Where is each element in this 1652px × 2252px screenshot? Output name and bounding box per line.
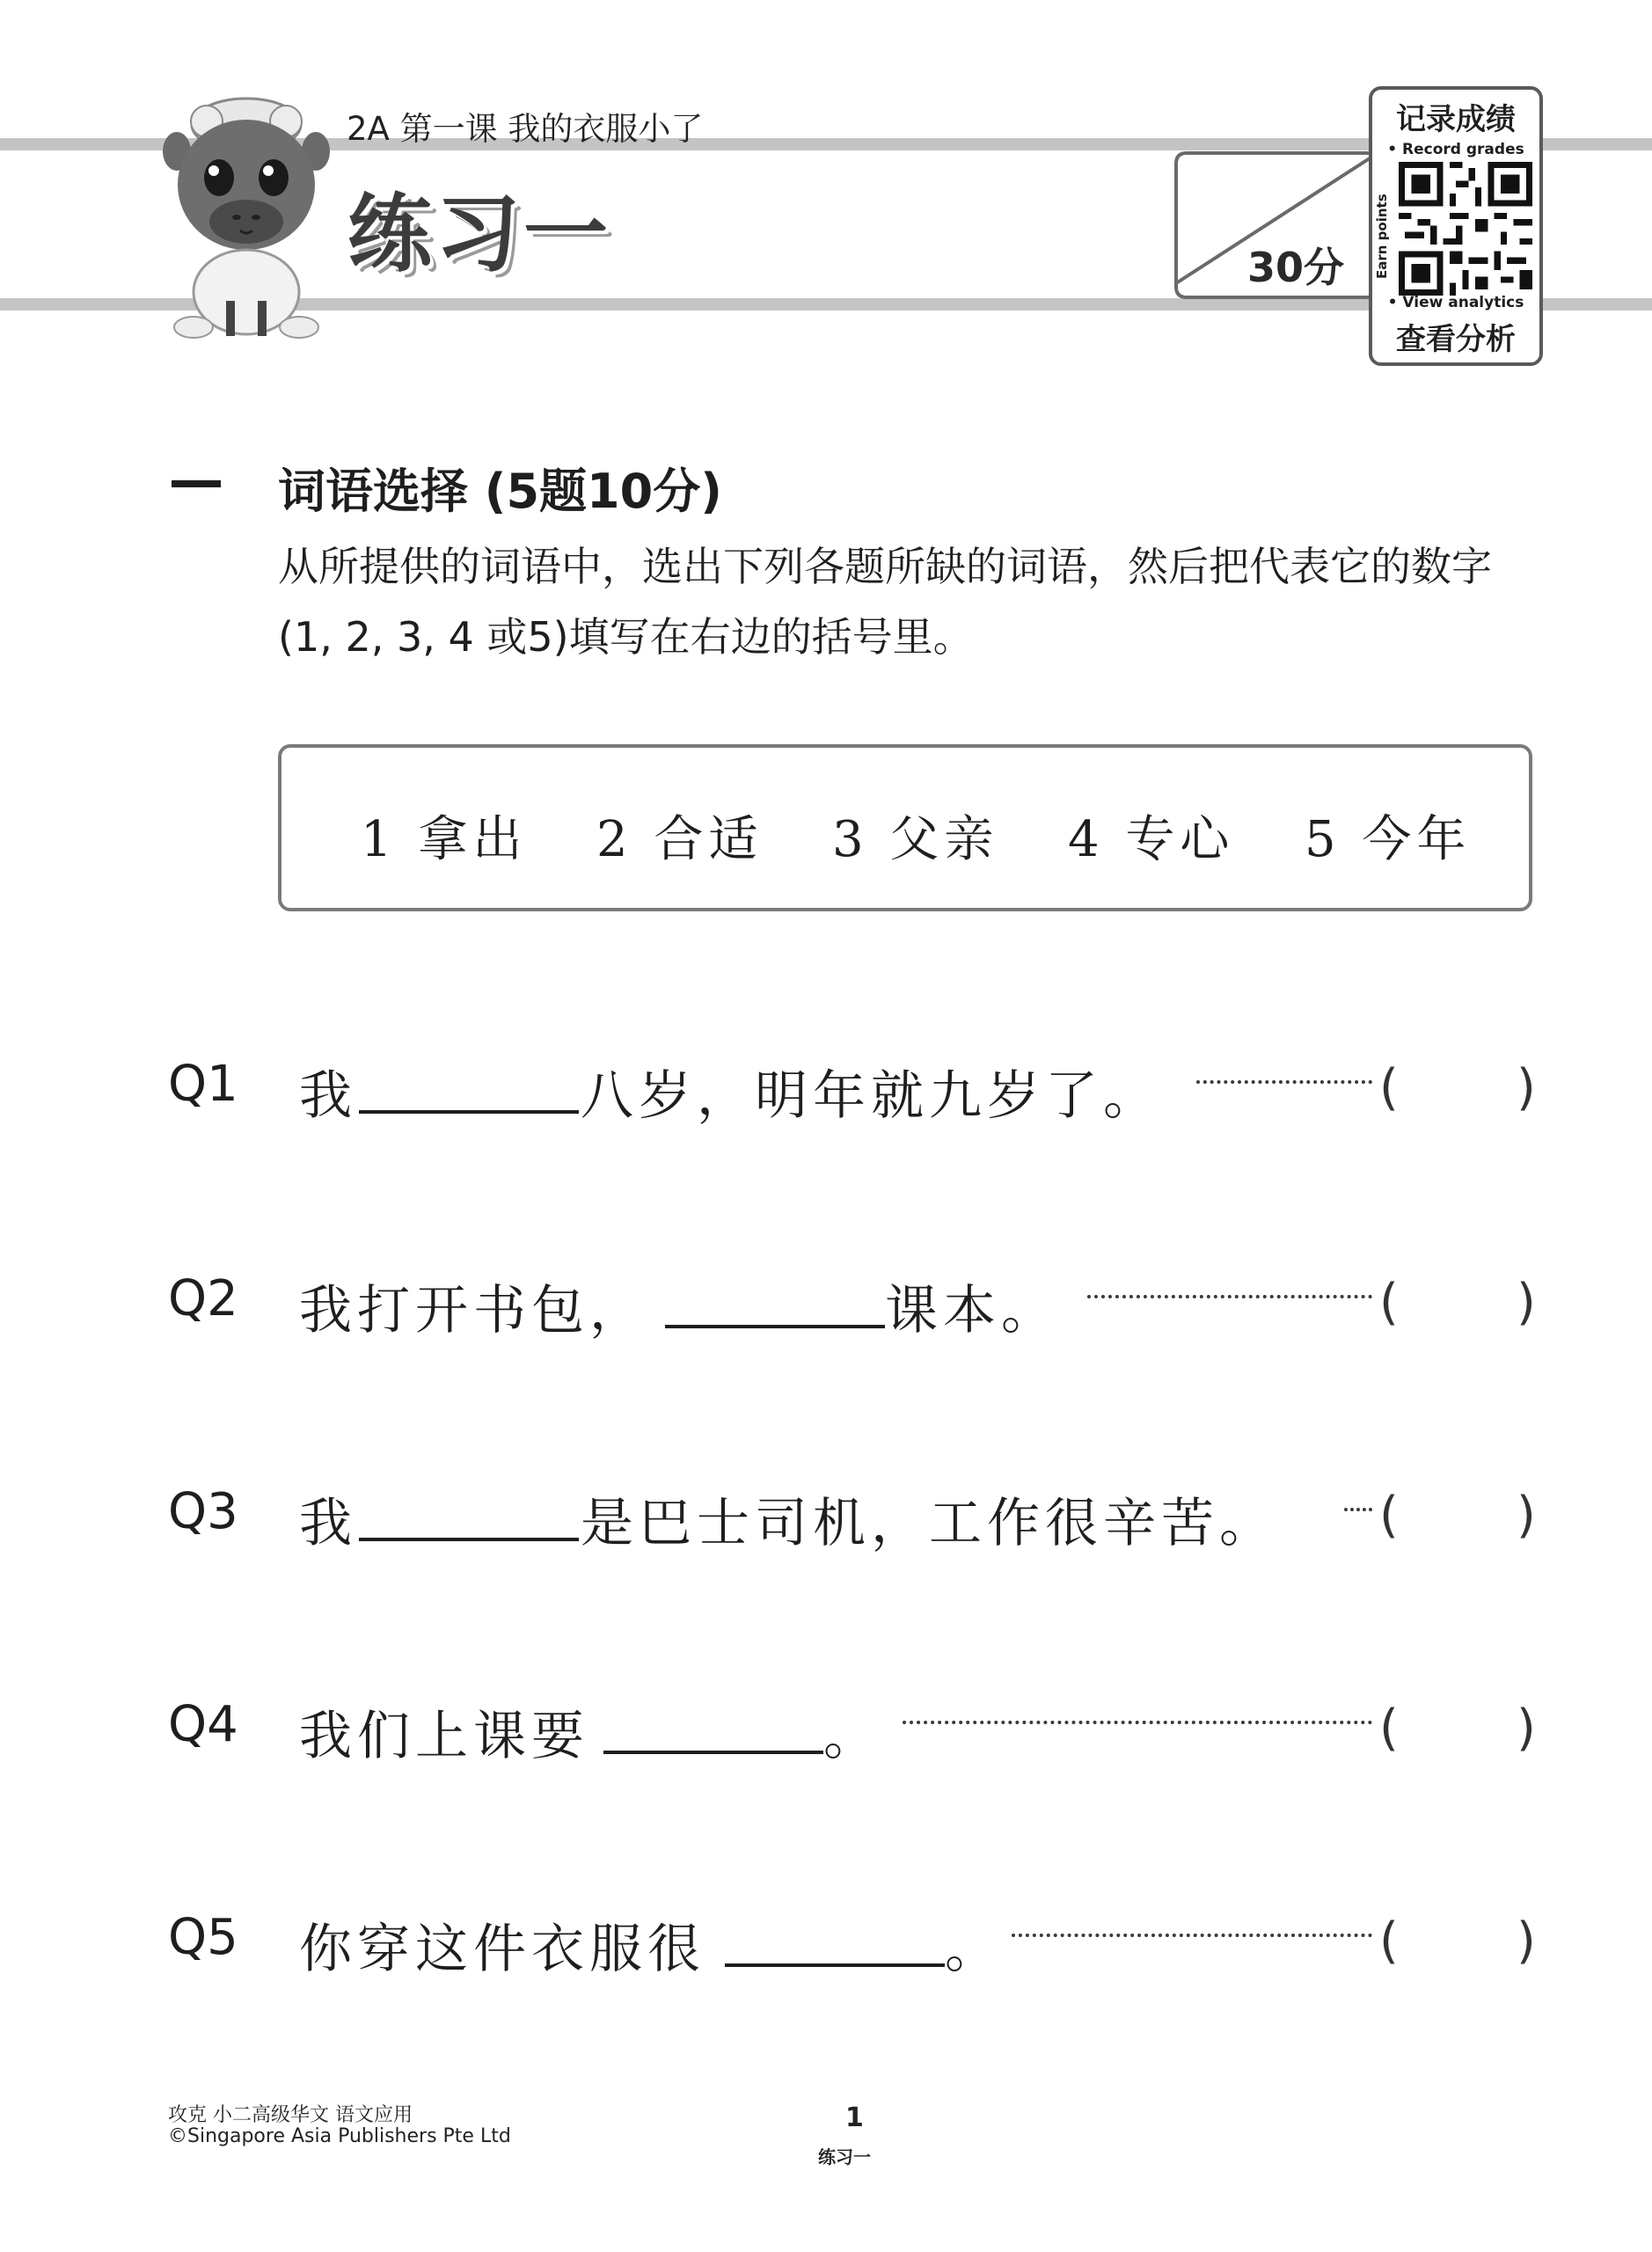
answer-blank — [665, 1325, 885, 1328]
word-option: 1 拿出 — [361, 811, 528, 868]
record-grades-cn-label: 记录成绩 — [1396, 102, 1516, 137]
answer-blank — [359, 1110, 579, 1114]
leader-dots — [1344, 1508, 1372, 1511]
question-number: Q1 — [168, 1056, 238, 1113]
word-option: 4 专心 — [1068, 811, 1235, 868]
earn-points-label: Earn points — [1374, 194, 1390, 279]
word-option: 3 父亲 — [832, 811, 999, 868]
section-number-dash — [172, 480, 221, 487]
question-text-after: 。 — [823, 1706, 881, 1767]
answer-paren-close: ) — [1517, 1274, 1536, 1331]
answer-paren-open[interactable]: ( — [1379, 1912, 1399, 1970]
sheep-mascot-icon — [163, 90, 330, 345]
question-text-after: 是巴士司机，工作很辛苦。 — [581, 1493, 1277, 1554]
lesson-subtitle: 2A 第一课 我的衣服小了 — [347, 110, 704, 148]
word-option: 2 合适 — [596, 811, 764, 868]
record-grades-label: • Record grades — [1387, 141, 1524, 158]
leader-dots — [1012, 1934, 1372, 1937]
question-text-after: 课本。 — [885, 1280, 1059, 1342]
word-bank-box — [278, 744, 1532, 911]
answer-blank — [725, 1963, 945, 1967]
question-text-before: 我 — [299, 1065, 357, 1127]
answer-blank — [359, 1538, 579, 1541]
question-text-after: 。 — [945, 1919, 1003, 1980]
question-number: Q5 — [168, 1909, 238, 1966]
answer-paren-open[interactable]: ( — [1379, 1700, 1399, 1757]
word-option: 5 今年 — [1305, 811, 1472, 868]
answer-paren-close: ) — [1517, 1487, 1536, 1544]
section-instructions: 从所提供的词语中，选出下列各题所缺的词语，然后把代表它的数字(1, 2, 3, 4 或5)填写在右边的括号里。 — [278, 543, 1492, 661]
question-text-before: 我 — [299, 1493, 357, 1554]
answer-blank — [603, 1751, 823, 1754]
page-title: 练习一 — [347, 185, 611, 283]
leader-dots — [1196, 1080, 1372, 1084]
view-analytics-label: • View analytics — [1387, 294, 1524, 311]
answer-paren-close: ) — [1517, 1912, 1536, 1970]
view-analytics-cn-label: 查看分析 — [1396, 322, 1516, 357]
question-number: Q4 — [168, 1696, 238, 1753]
answer-paren-open[interactable]: ( — [1379, 1487, 1399, 1544]
leader-dots — [1087, 1295, 1372, 1298]
question-number: Q3 — [168, 1483, 238, 1540]
footer-book-title: 攻克 小二高级华文 语文应用 — [168, 2104, 413, 2126]
answer-paren-close: ) — [1517, 1059, 1536, 1116]
question-text-after: 八岁，明年就九岁了。 — [581, 1065, 1161, 1127]
question-text-before: 你穿这件衣服很 — [299, 1919, 705, 1980]
answer-paren-open[interactable]: ( — [1379, 1059, 1399, 1116]
total-score-label: 30分 — [1247, 244, 1345, 291]
answer-paren-close: ) — [1517, 1700, 1536, 1757]
section-title: 词语选择 (5题10分) — [278, 464, 722, 519]
leader-dots — [903, 1721, 1372, 1724]
page-number: 1 — [845, 2102, 864, 2133]
footer-copyright: ©Singapore Asia Publishers Pte Ltd — [168, 2125, 511, 2147]
qr-code-icon[interactable] — [1399, 162, 1532, 296]
question-text-before: 我打开书包， — [299, 1280, 647, 1342]
question-text-before: 我们上课要 — [299, 1706, 589, 1767]
qr-card[interactable] — [1369, 86, 1543, 366]
answer-paren-open[interactable]: ( — [1379, 1274, 1399, 1331]
question-number: Q2 — [168, 1270, 238, 1327]
footer-page-label: 练习一 — [818, 2146, 871, 2168]
